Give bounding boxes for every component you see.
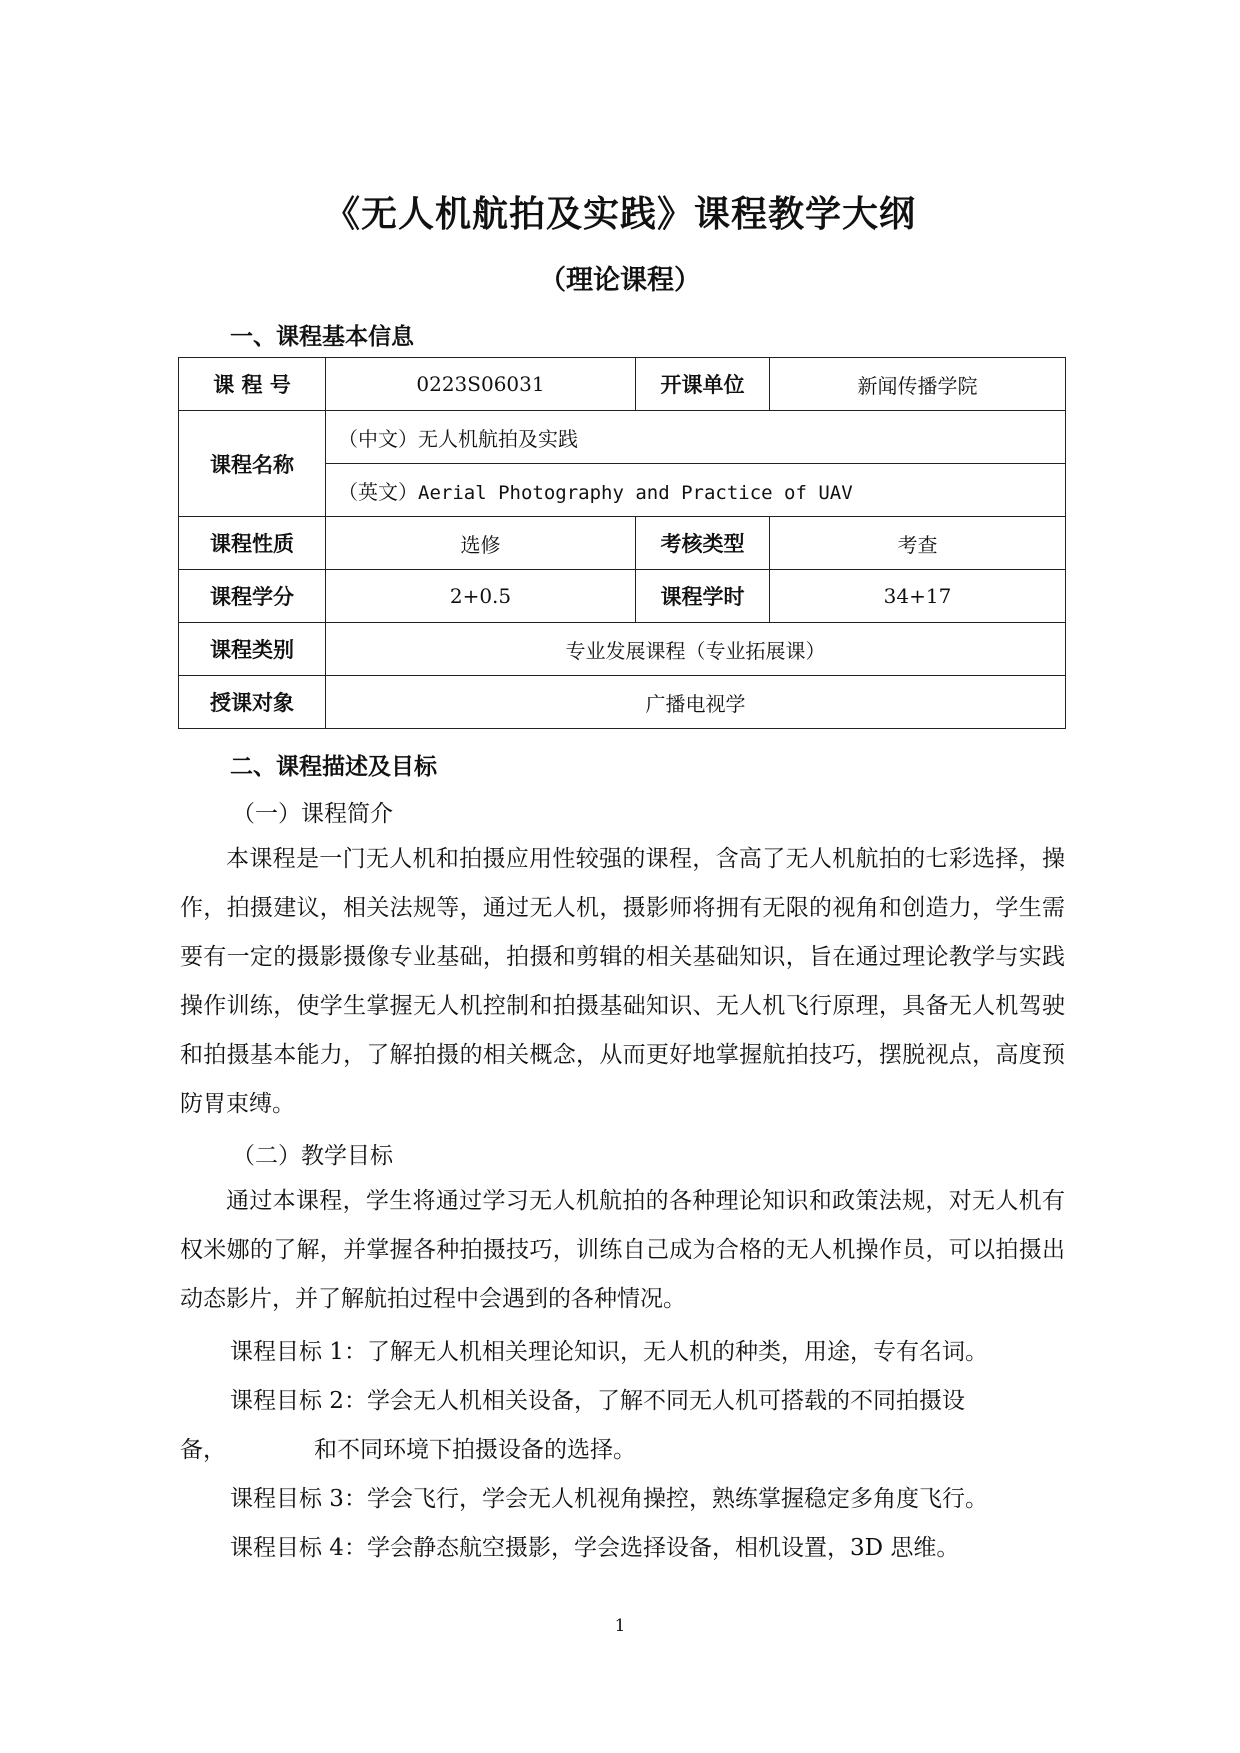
course-no-value: 0223S06031 [326,358,636,411]
section-heading-description: 二、课程描述及目标 [230,754,437,780]
audience-label: 授课对象 [179,676,326,729]
nature-label: 课程性质 [179,517,326,570]
course-goal-3: 课程目标 3：学会飞行，学会无人机视角操控，熟练掌握稳定多角度飞行。 [230,1486,988,1512]
course-goal-2-cont [180,1431,636,1464]
category-label: 课程类别 [179,623,326,676]
course-no-label: 课 程 号 [179,358,326,411]
intro-paragraph: 本课程是一门无人机和拍摄应用性较强的课程，含高了无人机航拍的七彩选择，操作，拍摄建议，相关法规等，通过无人机，摄影师将拥有无限的视角和创造力，学生需要有一定的摄影摄像专业基础，拍摄和剪辑的相关基础知识，旨在通过理论教学与实践操作训练，使学生掌握无人机控制和拍摄基础知识、无人机飞行原理，具备无人机驾驶和拍摄基本能力，了解拍摄的相关概念，从而更好地掌握航拍技巧，摆脱视点，高度预防胃束缚。 [180,846,1065,1117]
course-goal-1: 课程目标 1：了解无人机相关理论知识，无人机的种类，用途，专有名词。 [230,1339,988,1365]
course-info-table [178,357,1066,729]
course-name-en: Aerial Photography and Practice of UAV [418,481,853,504]
assess-value: 考查 [770,517,1066,570]
course-goal-4: 课程目标 4：学会静态航空摄影，学会选择设备，相机设置，3D 思维。 [230,1535,960,1561]
category-value: 专业发展课程（专业拓展课） [326,623,1066,676]
course-goal-2: 课程目标 2：学会无人机相关设备，了解不同无人机可搭载的不同拍摄设 [230,1388,965,1414]
table-row [179,676,1066,729]
course-goal-2-cont-b: 和不同环境下拍摄设备的选择。 [314,1437,636,1463]
table-row [179,411,1066,464]
section-heading-basic-info: 一、课程基本信息 [230,324,414,350]
credit-label: 课程学分 [179,570,326,623]
table-row [179,358,1066,411]
hours-value: 34+17 [770,570,1066,623]
course-goal-2-cont-a: 备， [180,1437,226,1463]
goal-paragraph: 通过本课程，学生将通过学习无人机航拍的各种理论知识和政策法规，对无人机有权米娜的了解，并掌握各种拍摄技巧，训练自己成为合格的无人机操作员，可以拍摄出动态影片，并了解航拍过程中会遇到的各种情况。 [180,1188,1065,1312]
course-name-cn: （中文）无人机航拍及实践 [326,411,1066,464]
subheading-intro: （一）课程简介 [232,801,393,827]
table-row [179,623,1066,676]
page-number: 1 [614,1616,626,1636]
nature-value: 选修 [326,517,636,570]
course-name-label: 课程名称 [179,411,326,517]
audience-value: 广播电视学 [326,676,1066,729]
credit-value: 2+0.5 [326,570,636,623]
course-name-en-prefix: （英文） [338,479,418,504]
course-name-en-cell [326,464,1066,517]
dept-label: 开课单位 [636,358,770,411]
table-row [179,517,1066,570]
document-title: 《无人机航拍及实践》课程教学大纲 [323,194,916,235]
assess-label: 考核类型 [636,517,770,570]
table-row [179,570,1066,623]
dept-value: 新闻传播学院 [770,358,1066,411]
document-subtitle: （理论课程） [539,265,701,296]
hours-label: 课程学时 [636,570,770,623]
subheading-goals: （二）教学目标 [232,1143,393,1169]
